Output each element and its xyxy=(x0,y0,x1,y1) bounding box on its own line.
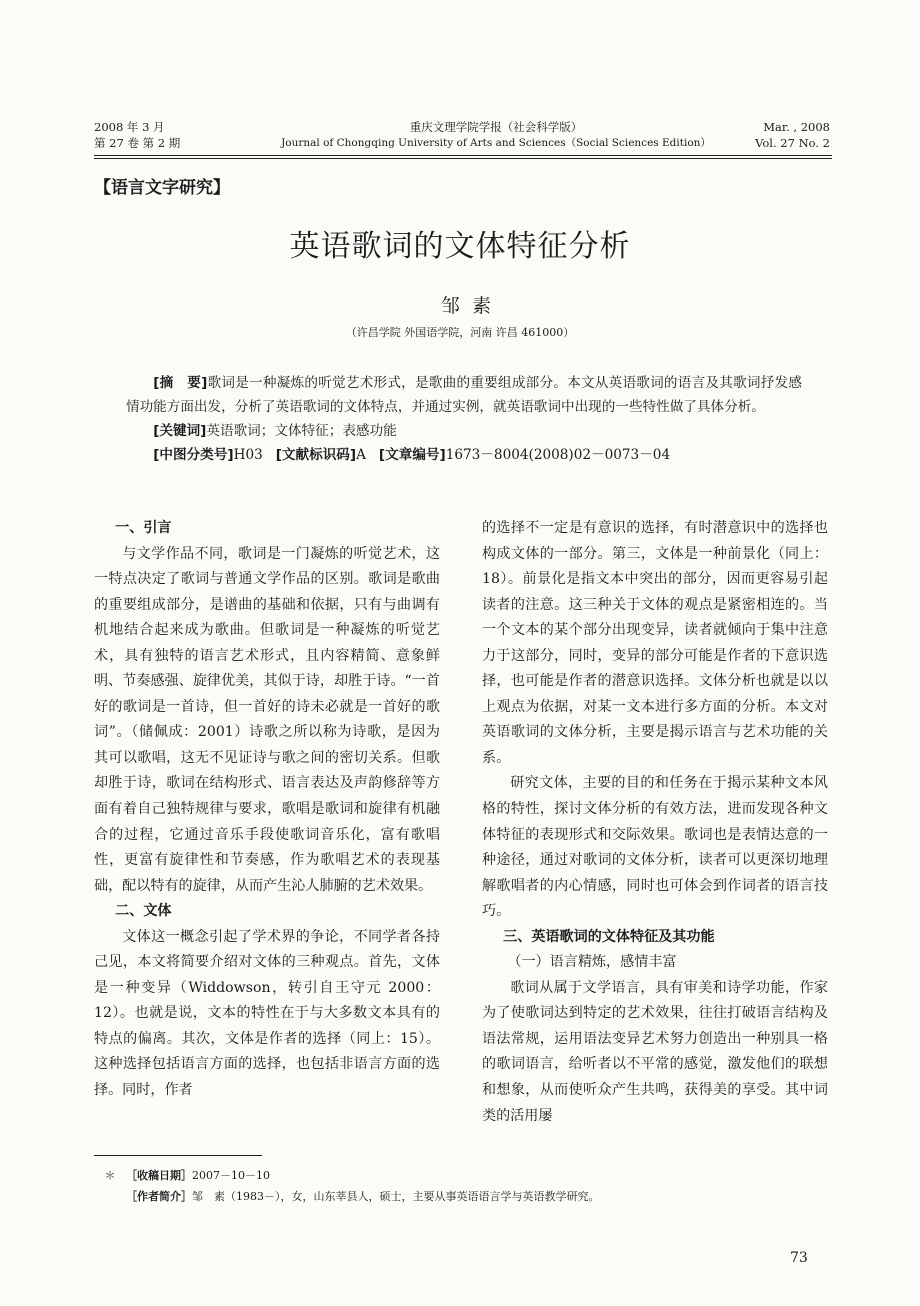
subheading-concise-language: （一）语言精炼，感情丰富 xyxy=(507,954,677,971)
journal-name-cn: 重庆文理学院学报（社会科学版） xyxy=(409,120,583,134)
paragraph-style-part2: 的选择不一定是有意识的选择，有时潜意识中的选择也构成文体的一部分。第三，文体是一种前景化（同上：18）。前景化是指文本中突出的部分，因而更容易引起读者的注意。这三种关于文体的观点是紧密相连的。当一个文本的某个部分出现变异，读者就倾向于集中注意力于这部分，同时，变异的部分可能是作者的下意识选择，也可能是作者的潜意识选择。文体分析也就是以以上观点为依据，对某一文本进行多方面的分析。本文对英语歌词的文体分析，主要是揭示语言与艺术功能的关系。 xyxy=(482,520,828,766)
article-number-value: 1673－8004(2008)02－0073－04 xyxy=(445,447,671,463)
header-rule-thick xyxy=(94,155,832,156)
section-tag: 【语言文字研究】 xyxy=(94,178,230,198)
keywords-text: 英语歌词；文体特征；表感功能 xyxy=(206,423,397,439)
heading-style: 二、文体 xyxy=(115,903,172,920)
doc-code-value: A xyxy=(356,447,366,463)
author-bio-label: ［作者简介］ xyxy=(126,1190,192,1203)
doc-code-label: [文献标识码] xyxy=(275,447,357,463)
classification-line xyxy=(126,443,802,467)
abstract-text: 歌词是一种凝炼的听觉艺术形式，是歌曲的重要组成部分。本文从英语歌词的语言及其歌词抒发感情功能方面出发，分析了英语歌词的文体特点，并通过实例，就英语歌词中出现的一些特性做了具体分析。 xyxy=(126,375,802,415)
header-rule-thin xyxy=(94,158,832,159)
keywords-label: [关键词] xyxy=(153,423,207,439)
received-date: 2007－10－10 xyxy=(192,1169,270,1182)
clc-label: [中图分类号] xyxy=(153,447,234,463)
author-name: 邹素 xyxy=(440,295,503,317)
footnote-author xyxy=(94,1189,600,1205)
body-column-left xyxy=(94,516,440,1104)
issue-date-en: Mar. , 2008 xyxy=(763,120,830,134)
paragraph-concise-language: 歌词从属于文学语言，具有审美和诗学功能，作家为了使歌词达到特定的艺术效果，往往打破语言结构及语法常规，运用语法变异艺术努力创造出一种别具一格的歌词语言，给听者以不平常的感觉，激发他们的联想和想象，从而使听众产生共鸣，获得美的享受。其中词类的活用屡 xyxy=(482,979,828,1124)
journal-name-en: Journal of Chongqing University of Arts and Sciences（Social Sciences Edition） xyxy=(281,137,711,149)
received-label: ［收稿日期］ xyxy=(126,1169,192,1182)
abstract-label: [摘 要] xyxy=(153,375,208,391)
clc-value: H03 xyxy=(233,447,263,463)
paragraph-introduction: 与文学作品不同，歌词是一门凝炼的听觉艺术，这一特点决定了歌词与普通文学作品的区别。歌词是歌曲的重要组成部分，是谱曲的基础和依据，只有与曲调有机地结合起来成为歌曲。但歌词是一种凝炼的听觉艺术，具有独特的语言艺术形式，且内容精简、意象鲜明、节奏感强、旋律优美，其似于诗，却胜于诗。“一首好的歌词是一首诗，但一首好的诗未必就是一首好的歌词”。（储佩成：2001）诗歌之所以称为诗歌，是因为其可以歌唱，这无不见证诗与歌之间的密切关系。但歌却胜于诗，歌词在结构形式、语言表达及声韵修辞等方面有着自己独特规律与要求，歌唱是歌词和旋律有机融合的过程，它通过音乐手段使歌词音乐化，富有歌唱性，更富有旋律性和节奏感，作为歌唱艺术的表现基础，配以特有的旋律，从而产生沁人肺腑的艺术效果。 xyxy=(94,545,440,894)
heading-introduction: 一、引言 xyxy=(115,520,172,536)
heading-features: 三、英语歌词的文体特征及其功能 xyxy=(503,928,715,945)
author-affiliation: （许昌学院 外国语学院，河南 许昌 461000） xyxy=(345,326,575,339)
author-bio: 邹 素（1983－），女，山东莘县人，硕士，主要从事英语语言学与英语教学研究。 xyxy=(192,1190,600,1203)
abstract xyxy=(126,371,802,419)
paper-title: 英语歌词的文体特征分析 xyxy=(289,229,631,264)
keywords xyxy=(126,419,802,443)
journal-date-volume-en xyxy=(748,119,830,151)
volume-issue-en: Vol. 27 No. 2 xyxy=(755,136,830,150)
paragraph-style-purpose: 研究文体，主要的目的和任务在于揭示某种文本风格的特性，探讨文体分析的有效方法，进而发现各种文体特征的表现形式和交际效果。歌词也是表情达意的一种途径，通过对歌词的文体分析，读者可以更深切地理解歌唱者的内心情感，同时也可体会到作词者的语言技巧。 xyxy=(482,775,828,920)
article-number-label: [文章编号] xyxy=(378,447,446,463)
journal-date-volume xyxy=(94,119,180,151)
volume-issue: 第 27 卷 第 2 期 xyxy=(94,136,181,150)
issue-date: 2008 年 3 月 xyxy=(94,120,165,134)
footnote-star: ＊ xyxy=(104,1169,116,1182)
page-number: 73 xyxy=(790,1250,808,1266)
footnote-rule xyxy=(94,1155,262,1156)
body-column-right xyxy=(482,516,828,1129)
paragraph-style-part1: 文体这一概念引起了学术界的争论，不同学者各持己见，本文将简要介绍对文体的三种观点。首先，文体是一种变异（Widdowson，转引自王守元 2000：12）。也就是说，文本的特性在于与大多数文本具有的特点的偏离。其次，文体是作者的选择（同上：15）。这种选择包括语言方面的选择，也包括非语言方面的选择。同时，作者 xyxy=(94,928,440,1099)
abstract-block xyxy=(126,371,802,467)
journal-name xyxy=(262,119,730,151)
footnote-received xyxy=(94,1168,270,1184)
